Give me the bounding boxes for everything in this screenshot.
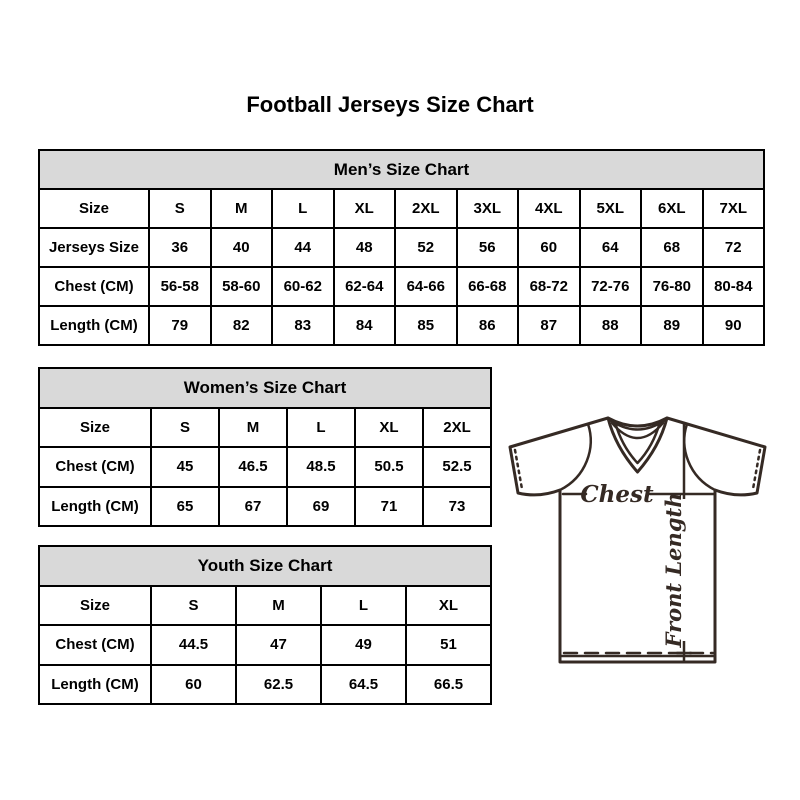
table-cell: L [287, 408, 355, 448]
table-cell: 47 [236, 625, 321, 665]
table-cell: S [151, 408, 219, 448]
table-cell: 60 [518, 228, 580, 267]
table-cell: 58-60 [211, 267, 273, 306]
row-label: Chest (CM) [39, 447, 151, 487]
row-label: Size [39, 408, 151, 448]
table-cell: 68-72 [518, 267, 580, 306]
table-cell: M [219, 408, 287, 448]
table-cell: 86 [457, 306, 519, 345]
jersey-silhouette [510, 418, 765, 662]
table-cell: 52 [395, 228, 457, 267]
table-cell: 80-84 [703, 267, 765, 306]
table-cell: 66-68 [457, 267, 519, 306]
table-cell: 44 [272, 228, 334, 267]
table-cell: 56-58 [149, 267, 211, 306]
table-cell: 50.5 [355, 447, 423, 487]
table-cell: S [151, 586, 236, 626]
table-cell: 67 [219, 487, 287, 527]
table-row [39, 447, 491, 487]
row-label: Length (CM) [39, 665, 151, 705]
table-cell: 69 [287, 487, 355, 527]
table-cell: 49 [321, 625, 406, 665]
table-cell: 62-64 [334, 267, 396, 306]
table-cell: XL [334, 189, 396, 228]
youth-size-table [38, 545, 492, 705]
table-cell: 66.5 [406, 665, 491, 705]
row-label: Chest (CM) [39, 625, 151, 665]
table-cell: 51 [406, 625, 491, 665]
table-cell: 64-66 [395, 267, 457, 306]
table-cell: 7XL [703, 189, 765, 228]
table-cell: 84 [334, 306, 396, 345]
table-cell: XL [406, 586, 491, 626]
front-length-label: Front Length [661, 492, 686, 648]
table-cell: 68 [641, 228, 703, 267]
table-row [39, 408, 491, 448]
table-cell: XL [355, 408, 423, 448]
table-cell: 44.5 [151, 625, 236, 665]
table-cell: 45 [151, 447, 219, 487]
womens-size-table [38, 367, 492, 527]
table-cell: 85 [395, 306, 457, 345]
table-cell: 5XL [580, 189, 642, 228]
table-cell: 56 [457, 228, 519, 267]
table-cell: 62.5 [236, 665, 321, 705]
table-cell: 88 [580, 306, 642, 345]
table-title: Youth Size Chart [39, 546, 491, 586]
table-cell: S [149, 189, 211, 228]
table-cell: L [321, 586, 406, 626]
mens-size-table [38, 149, 765, 346]
table-row [39, 189, 764, 228]
table-cell: 72 [703, 228, 765, 267]
table-row [39, 306, 764, 345]
table-title: Men’s Size Chart [39, 150, 764, 189]
table-cell: 73 [423, 487, 491, 527]
table-cell: 90 [703, 306, 765, 345]
page-title: Football Jerseys Size Chart [246, 92, 534, 117]
table-row [39, 665, 491, 705]
jersey-measurement-diagram [498, 393, 783, 678]
table-row [39, 586, 491, 626]
jersey-diagram-svg [498, 393, 783, 678]
table-cell: 89 [641, 306, 703, 345]
table-cell: 40 [211, 228, 273, 267]
table-cell: 76-80 [641, 267, 703, 306]
table-cell: 60-62 [272, 267, 334, 306]
table-cell: 3XL [457, 189, 519, 228]
table-cell: 48 [334, 228, 396, 267]
table-cell: 52.5 [423, 447, 491, 487]
table-cell: 79 [149, 306, 211, 345]
table-cell: L [272, 189, 334, 228]
table-cell: 83 [272, 306, 334, 345]
table-cell: 64 [580, 228, 642, 267]
table-cell: 60 [151, 665, 236, 705]
row-label: Length (CM) [39, 487, 151, 527]
table-cell: 2XL [395, 189, 457, 228]
row-label: Size [39, 586, 151, 626]
table-row [39, 625, 491, 665]
chest-label: Chest [580, 481, 654, 508]
table-cell: 87 [518, 306, 580, 345]
table-cell: 65 [151, 487, 219, 527]
table-cell: 6XL [641, 189, 703, 228]
row-label: Jerseys Size [39, 228, 149, 267]
table-cell: 48.5 [287, 447, 355, 487]
table-cell: 64.5 [321, 665, 406, 705]
row-label: Length (CM) [39, 306, 149, 345]
table-cell: 46.5 [219, 447, 287, 487]
row-label: Size [39, 189, 149, 228]
table-cell: 2XL [423, 408, 491, 448]
table-cell: M [211, 189, 273, 228]
table-cell: M [236, 586, 321, 626]
table-row [39, 228, 764, 267]
table-cell: 72-76 [580, 267, 642, 306]
table-cell: 36 [149, 228, 211, 267]
table-cell: 4XL [518, 189, 580, 228]
table-cell: 71 [355, 487, 423, 527]
table-cell: 82 [211, 306, 273, 345]
row-label: Chest (CM) [39, 267, 149, 306]
table-title: Women’s Size Chart [39, 368, 491, 408]
table-row [39, 267, 764, 306]
table-row [39, 487, 491, 527]
